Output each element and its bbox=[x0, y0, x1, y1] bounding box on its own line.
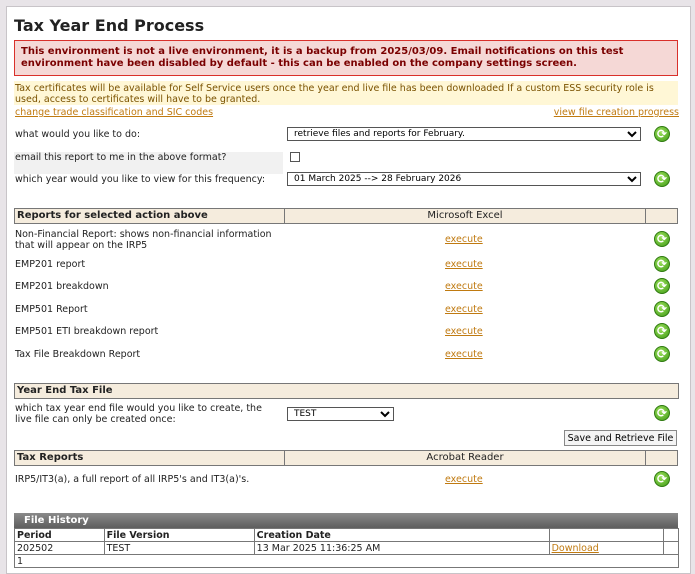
pager-cell bbox=[15, 555, 679, 568]
file-history-table bbox=[14, 528, 679, 568]
reports-header bbox=[14, 208, 678, 224]
change-trade-link[interactable]: change trade classification and SIC codes bbox=[15, 107, 214, 118]
report-label: EMP201 breakdown bbox=[15, 281, 109, 292]
execute-link[interactable]: execute bbox=[445, 349, 483, 360]
report-label: EMP201 report bbox=[15, 259, 86, 270]
year-end-file-select[interactable] bbox=[287, 407, 394, 421]
refresh-icon[interactable] bbox=[654, 256, 670, 272]
report-label: EMP501 ETI breakdown report bbox=[15, 326, 159, 337]
email-label: email this report to me in the above format? bbox=[15, 152, 227, 163]
view-progress-link[interactable]: view file creation progress bbox=[553, 107, 679, 118]
reports-header-format: Microsoft Excel bbox=[284, 209, 646, 223]
execute-link[interactable]: execute bbox=[445, 474, 483, 485]
execute-link[interactable]: execute bbox=[445, 304, 483, 315]
column-header-empty bbox=[664, 529, 679, 542]
version-cell: TEST bbox=[104, 542, 254, 555]
year-select[interactable] bbox=[287, 172, 641, 186]
tax-report-label: IRP5/IT3(a), a full report of all IRP5's and IT3(a)'s. bbox=[15, 474, 250, 485]
column-header: Creation Date bbox=[254, 529, 549, 542]
year-end-header bbox=[14, 383, 679, 399]
page-title: Tax Year End Process bbox=[14, 16, 205, 35]
action-label: what would you like to do: bbox=[15, 129, 141, 140]
refresh-icon[interactable] bbox=[654, 301, 670, 317]
refresh-icon[interactable] bbox=[654, 346, 670, 362]
refresh-icon[interactable] bbox=[654, 231, 670, 247]
main-panel bbox=[6, 6, 691, 574]
refresh-icon[interactable] bbox=[654, 126, 670, 142]
environment-warning: This environment is not a live environment, it is a backup from 2025/03/09. Email notifications on this test environment have been disabled by default - this can be enabled on the company settings screen. bbox=[14, 40, 678, 76]
tax-reports-header-title: Tax Reports bbox=[17, 452, 84, 463]
save-retrieve-button[interactable]: Save and Retrieve File bbox=[564, 430, 677, 446]
execute-link[interactable]: execute bbox=[445, 281, 483, 292]
pager-row bbox=[15, 555, 679, 568]
download-cell bbox=[549, 542, 663, 555]
empty-cell bbox=[664, 542, 679, 555]
year-end-label: which tax year end file would you like to create, the live file can only be created once: bbox=[15, 403, 262, 425]
column-header: File Version bbox=[104, 529, 254, 542]
column-header-empty bbox=[549, 529, 663, 542]
download-link[interactable]: Download bbox=[551, 542, 599, 554]
refresh-icon[interactable] bbox=[654, 471, 670, 487]
report-label: Non-Financial Report: shows non-financial information that will appear on the IRP5 bbox=[15, 229, 272, 251]
execute-link[interactable]: execute bbox=[445, 234, 483, 245]
table-row bbox=[15, 542, 679, 555]
refresh-icon[interactable] bbox=[654, 405, 670, 421]
execute-link[interactable]: execute bbox=[445, 259, 483, 270]
file-history-header-row bbox=[15, 529, 679, 542]
date-cell: 13 Mar 2025 11:36:25 AM bbox=[254, 542, 549, 555]
reports-header-title: Reports for selected action above bbox=[17, 210, 208, 221]
certificate-info: Tax certificates will be available for Self Service users once the year end live file has been downloaded If a custom ESS security role is used, access to certificates will have to be granted. bbox=[14, 81, 678, 105]
year-label: which year would you like to view for this frequency: bbox=[15, 174, 266, 185]
refresh-icon[interactable] bbox=[654, 323, 670, 339]
execute-link[interactable]: execute bbox=[445, 326, 483, 337]
page-number[interactable]: 1 bbox=[17, 555, 24, 567]
tax-reports-header-format: Acrobat Reader bbox=[284, 451, 646, 465]
tax-reports-header bbox=[14, 450, 678, 466]
report-label: Tax File Breakdown Report bbox=[15, 349, 141, 360]
period-cell: 202502 bbox=[15, 542, 105, 555]
file-history-header: File History bbox=[14, 513, 678, 528]
report-label: EMP501 Report bbox=[15, 304, 88, 315]
refresh-icon[interactable] bbox=[654, 278, 670, 294]
action-select[interactable] bbox=[287, 127, 641, 141]
year-end-header-title: Year End Tax File bbox=[17, 385, 113, 396]
email-checkbox[interactable] bbox=[290, 152, 300, 162]
refresh-icon[interactable] bbox=[654, 171, 670, 187]
column-header: Period bbox=[15, 529, 105, 542]
